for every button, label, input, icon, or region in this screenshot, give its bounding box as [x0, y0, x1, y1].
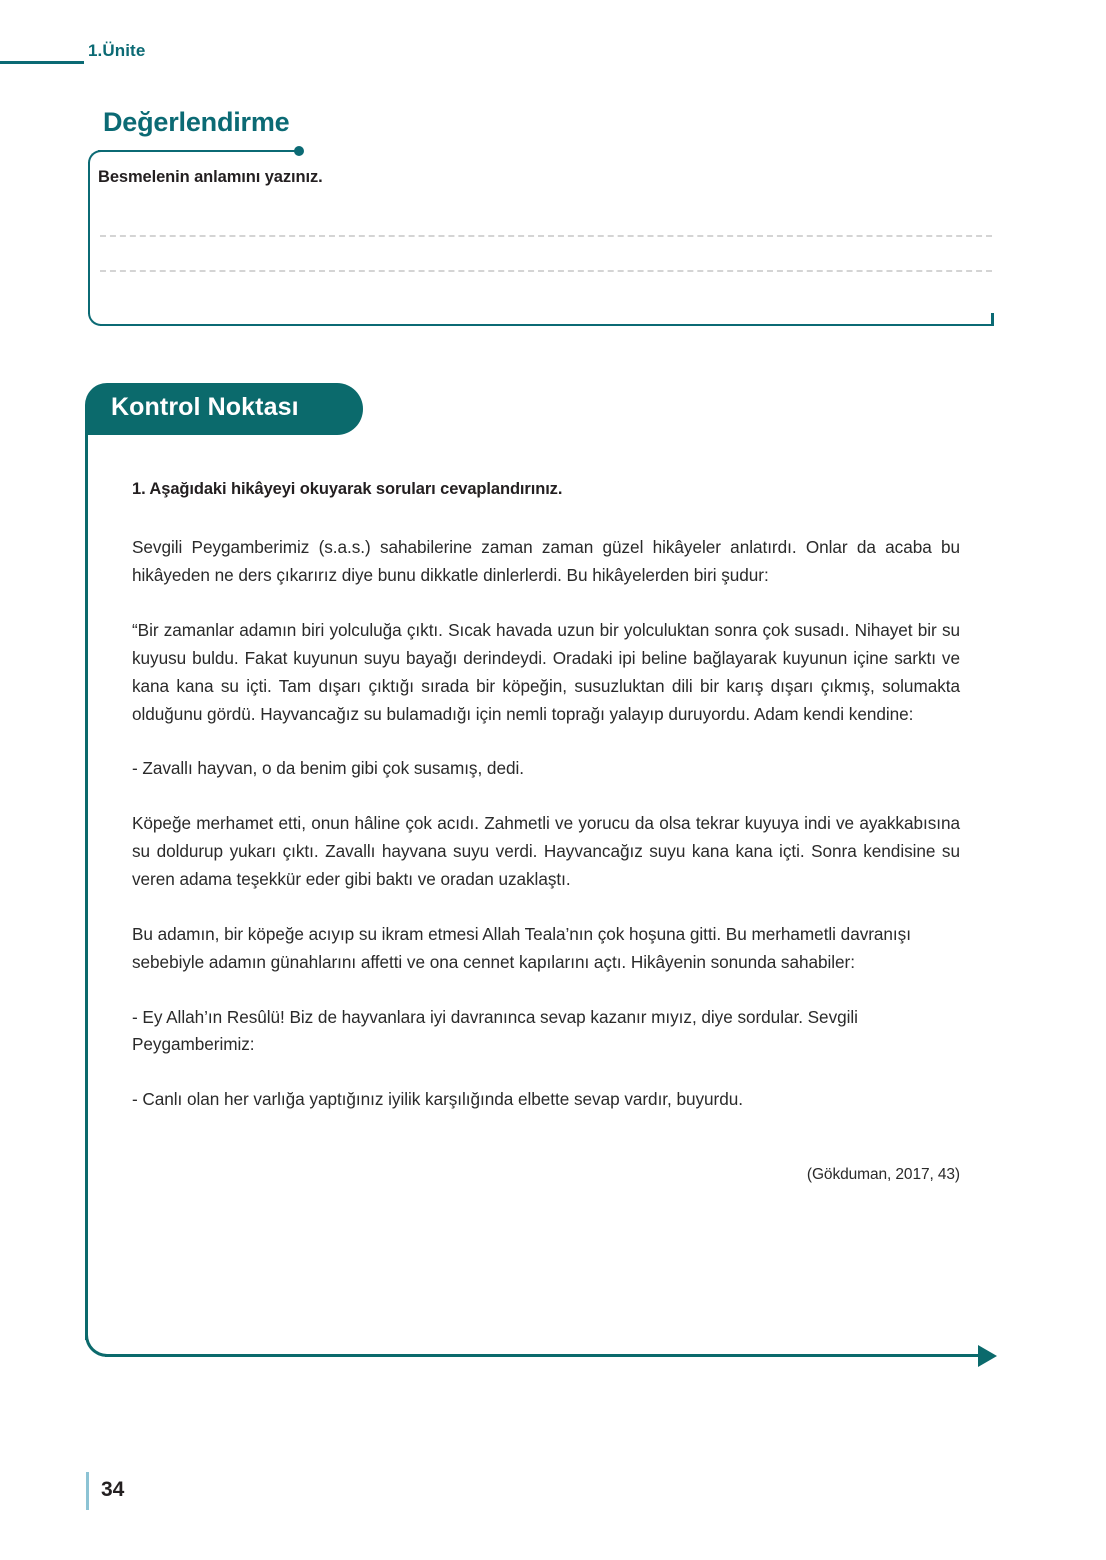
- checkpoint-content: [132, 478, 960, 1184]
- story-paragraph: - Ey Allah’ın Resûlü! Biz de hayvanlara iyi davranınca sevap kazanır mıyız, diye sordular. Sevgili Peygamberimiz:: [132, 1006, 858, 1055]
- box-end-tick: [991, 313, 994, 326]
- box-edge-bottom: [105, 1354, 980, 1357]
- bullet-dot-icon: [294, 146, 304, 156]
- evaluation-title: Değerlendirme: [103, 107, 290, 137]
- box-edge-left: [88, 162, 90, 314]
- story-paragraph: - Canlı olan her varlığa yaptığınız iyilik karşılığında elbette sevap vardır, buyurdu.: [132, 1089, 743, 1110]
- checkpoint-box: [85, 435, 997, 1375]
- box-edge-bottom: [100, 324, 992, 326]
- box-corner-bottom-left: [85, 1335, 107, 1357]
- story-paragraph: - Zavallı hayvan, o da benim gibi çok susamış, dedi.: [132, 758, 524, 779]
- answer-write-line[interactable]: [100, 235, 992, 237]
- box-edge-top: [98, 150, 301, 152]
- box-edge-left: [85, 435, 88, 1340]
- arrow-right-icon: [978, 1345, 997, 1367]
- box-corner-top-left: [88, 150, 102, 164]
- evaluation-box: [88, 150, 994, 326]
- story-paragraph: Bu adamın, bir köpeğe acıyıp su ikram etmesi Allah Teala’nın çok hoşuna gitti. Bu merhametli davranışı sebebiyle adamın günahlarını affetti ve ona cennet kapılarını açtı. Hikâyenin sonunda sahabiler:: [132, 923, 911, 972]
- header-unit-label: 1.Ünite: [88, 41, 146, 60]
- story-paragraph: Köpeğe merhamet etti, onun hâline çok acıdı. Zahmetli ve yorucu da olsa tekrar kuyuya indi ve ayakkabısına su doldurup yukarı çıktı. Zavallı hayvana suyu verdi. Hayvancağız suyu kana kana içti. Sonra kendisine su veren adama teşekkür eder gibi baktı ve oradan uzaklaştı.: [132, 813, 960, 889]
- folio-rule: [86, 1472, 89, 1510]
- source-citation: (Gökduman, 2017, 43): [806, 1166, 960, 1184]
- checkpoint-badge: [85, 383, 363, 435]
- checkpoint-badge-label: Kontrol Noktası: [111, 393, 299, 421]
- story-paragraph: Sevgili Peygamberimiz (s.a.s.) sahabilerine zaman zaman güzel hikâyeler anlatırdı. Onlar da acaba bu hikâyeden ne ders çıkarırız diye bunu dikkatle dinlerlerdi. Bu hikâyelerden biri şudur:: [132, 537, 960, 586]
- question-heading: 1. Aşağıdaki hikâyeyi okuyarak soruları cevaplandırınız.: [132, 480, 563, 498]
- answer-write-line[interactable]: [100, 270, 992, 272]
- header-rule: [0, 61, 84, 64]
- evaluation-prompt: Besmelenin anlamını yazınız.: [98, 168, 323, 186]
- page-number: 34: [101, 1478, 125, 1501]
- story-paragraph: “Bir zamanlar adamın biri yolculuğa çıktı. Sıcak havada uzun bir yolculuktan sonra çok susadı. Nihayet bir su kuyusu buldu. Fakat kuyunun suyu bayağı derindeydi. Oradaki ipi beline bağlayarak kuyunun içine sarktı ve kana kana su içti. Tam dışarı çıktığı sırada bir köpeğin, susuzluktan dili bir karış dışarı çıkmış, solumakta olduğunu gördü. Hayvancağız su bulamadığı için nemli toprağı yalayıp duruyordu. Adam kendi kendine:: [132, 619, 960, 724]
